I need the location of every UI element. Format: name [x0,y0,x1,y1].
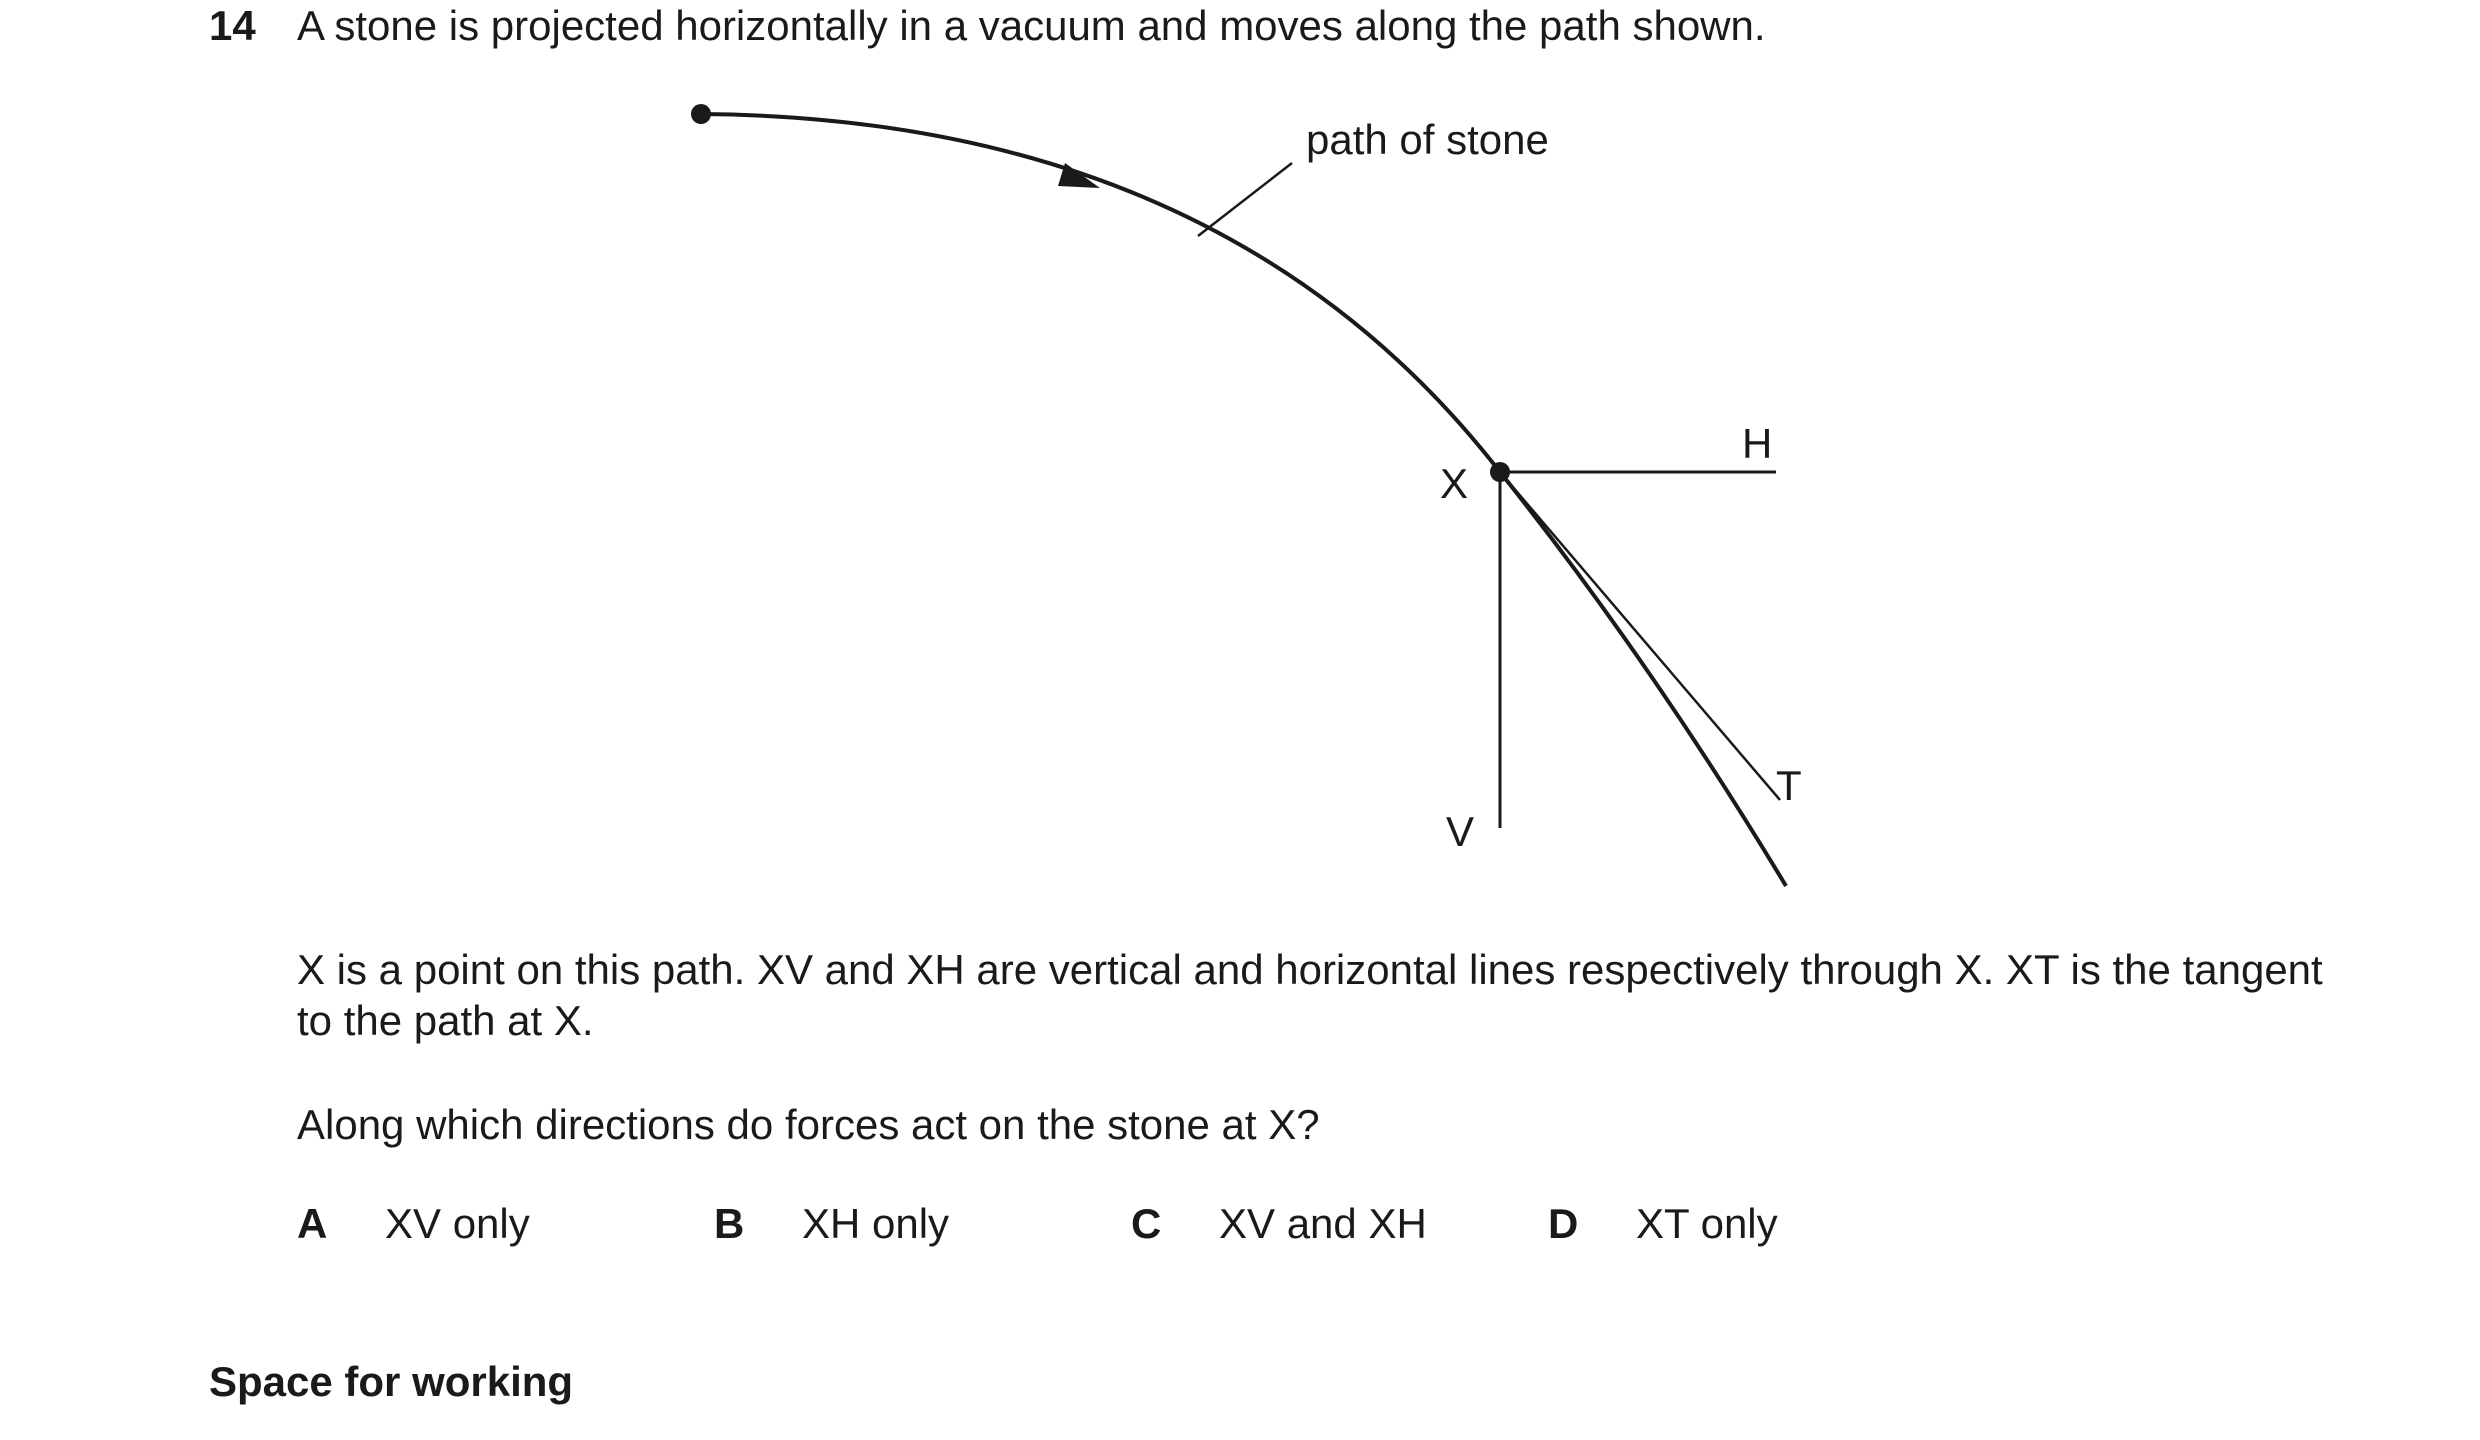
option-text: XV and XH [1219,1200,1427,1247]
option-text: XH only [802,1200,950,1247]
point-x-label: X [1440,460,1469,507]
option-a[interactable] [297,1200,530,1248]
point-v-label: V [1446,808,1475,855]
option-c[interactable] [1131,1200,1427,1248]
question-stem: A stone is projected horizontally in a vacuum and moves along the path shown. [297,2,1766,49]
option-b[interactable] [714,1200,949,1248]
option-d[interactable] [1548,1200,1778,1248]
option-text: XV only [385,1200,530,1247]
option-letter: A [297,1200,328,1247]
option-letter: B [714,1200,745,1247]
working-space-label: Space for working [209,1358,574,1405]
option-text: XT only [1636,1200,1778,1247]
option-letter: C [1131,1200,1162,1247]
line-xt [1500,472,1780,800]
question-prompt: Along which directions do forces act on the stone at X? [297,1101,1320,1148]
path-label-leader [1198,163,1292,236]
start-point [691,104,711,124]
option-letter: D [1548,1200,1579,1247]
stone-path [701,114,1786,886]
path-label: path of stone [1306,116,1549,163]
question-number: 14 [209,2,256,49]
direction-arrow-icon [1058,163,1100,188]
point-h-label: H [1742,420,1773,467]
point-t-label: T [1776,762,1802,809]
description-paragraph: X is a point on this path. XV and XH are vertical and horizontal lines respectively through X. XT is the tangent to the path at X. [297,946,2323,1044]
